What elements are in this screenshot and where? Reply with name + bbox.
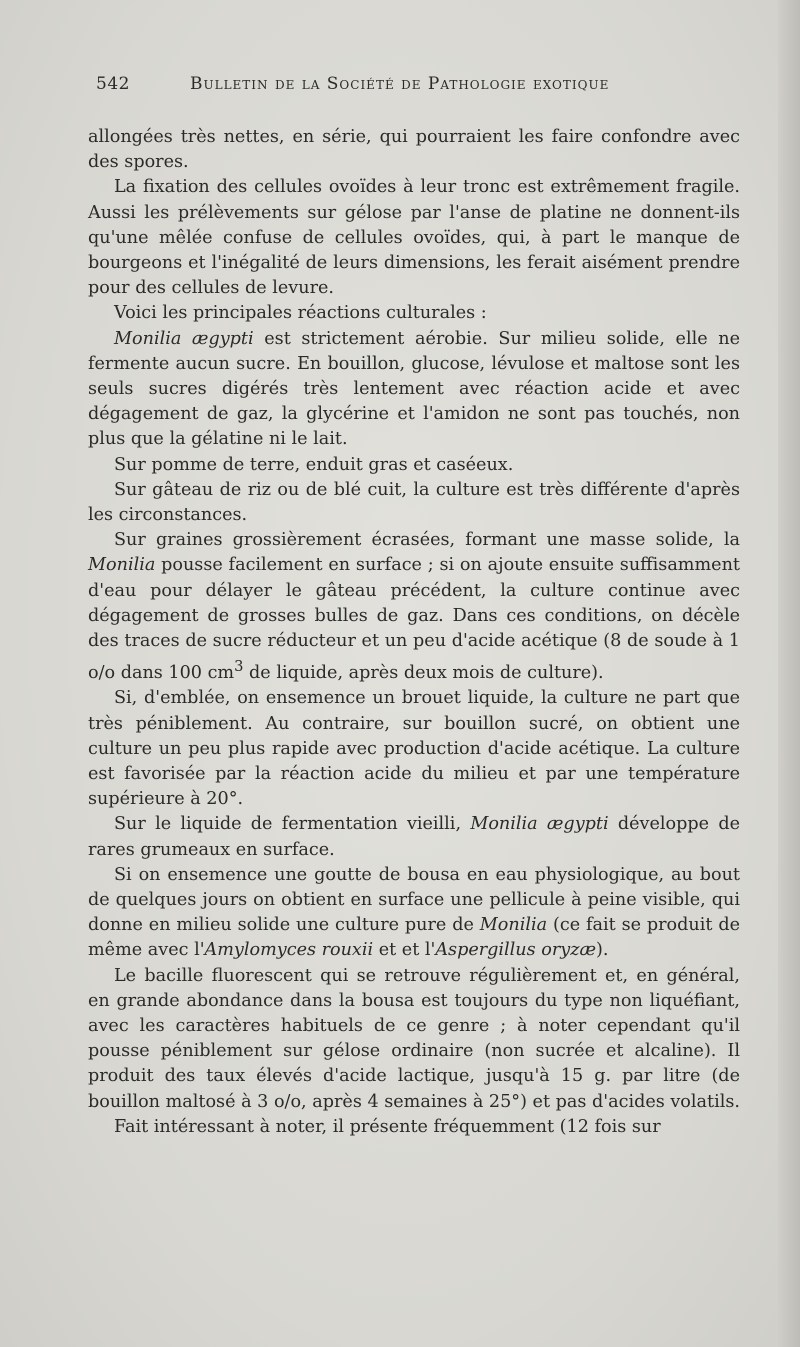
paragraph-fait-interessant: Fait intéressant à noter, il présente fréquemment (12 fois sur — [114, 1116, 661, 1137]
paragraph-aerobie: Monilia ægypti est strictement aérobie. Sur milieu solide, elle ne fermente aucun sucre. En bouillon, glucose, lévulose et maltose sont les seuls sucres digérés très lentement avec réaction acide et avec dégagement de gaz, la glycérine et l'amidon ne sont pas touchés, non plus que la gélatine ni le lait. — [88, 328, 740, 450]
species-name: Monilia ægypti — [470, 814, 609, 835]
page-header — [96, 74, 746, 104]
paragraph-graines: Sur graines grossièrement écrasées, formant une masse solide, la Monilia pousse facilement en surface ; si on ajoute ensuite suffisamment d'eau pour délayer le gâteau précédent, la culture continue avec dégagement de grosses bulles de gaz. Dans ces conditions, on décèle des traces de sucre réducteur et un peu d'acide acétique (8 de soude à 1 o/o dans 100 $cm^3$ de liquide, après deux mois de culture). — [88, 530, 740, 684]
paragraph-fixation: La fixation des cellules ovoïdes à leur tronc est extrêmement fragile. Aussi les prélèvements sur gélose par l'anse de platine ne donnent-ils qu'une mêlée confuse de cellules ovoïdes, qui, à part le manque de bourgeons et l'inégalité de leurs dimensions, les ferait aisément prendre pour des cellules de levure. — [88, 177, 740, 299]
paragraph-bacille: Le bacille fluorescent qui se retrouve régulièrement et, en général, en grande abondance dans la bousa est toujours du type non liquéfiant, avec les caractères habituels de ce genre ; à noter cependant qu'il pousse péniblement sur gélose ordinaire (non sucrée et alcaline). Il produit des taux élevés d'acide lactique, jusqu'à 15 g. par litre (de bouillon maltosé à 3 o/o, après 4 semaines à 25°) et pas d'acides volatils. — [88, 965, 740, 1112]
paragraph-fermentation: Sur le liquide de fermentation vieilli, Monilia ægypti développe de rares grumeaux en surface. — [88, 814, 740, 860]
paragraph-reactions-intro: Voici les principales réactions culturales : — [114, 303, 487, 324]
paragraph-pomme-de-terre: Sur pomme de terre, enduit gras et caséeux. — [114, 454, 514, 475]
page-gutter-shadow — [778, 0, 800, 1347]
paragraph-brouet: Si, d'emblée, on ensemence un brouet liquide, la culture ne part que très péniblement. Au contraire, sur bouillon sucré, on obtient une culture un peu plus rapide avec production d'acide acétique. La culture est favorisée par la réaction acide du milieu et par une température supérieure à 20°. — [88, 688, 740, 810]
body-text — [88, 125, 740, 1140]
paragraph-continuation: allongées très nettes, en série, qui pourraient les faire confondre avec des spores. — [88, 127, 740, 173]
paragraph-bousa: Si on ensemence une goutte de bousa en eau physiologique, au bout de quelques jours on obtient en surface une pellicule à peine visible, qui donne en milieu solide une culture pure de Monilia (ce fait se produit de même avec l'Amylomyces rouxii et et l'Aspergillus oryzæ). — [88, 864, 740, 961]
species-name: Monilia ægypti — [114, 328, 254, 349]
running-title: Bulletin de la Société de Pathologie exotique — [190, 74, 610, 94]
species-name: Monilia — [479, 915, 548, 936]
species-name: Amylomyces rouxii — [204, 940, 374, 961]
paragraph-gateau-riz: Sur gâteau de riz ou de blé cuit, la culture est très différente d'après les circonstances. — [88, 479, 740, 526]
species-name: Aspergillus oryzæ — [435, 940, 597, 961]
page-number: 542 — [96, 74, 130, 94]
species-name: Monilia — [88, 555, 156, 576]
